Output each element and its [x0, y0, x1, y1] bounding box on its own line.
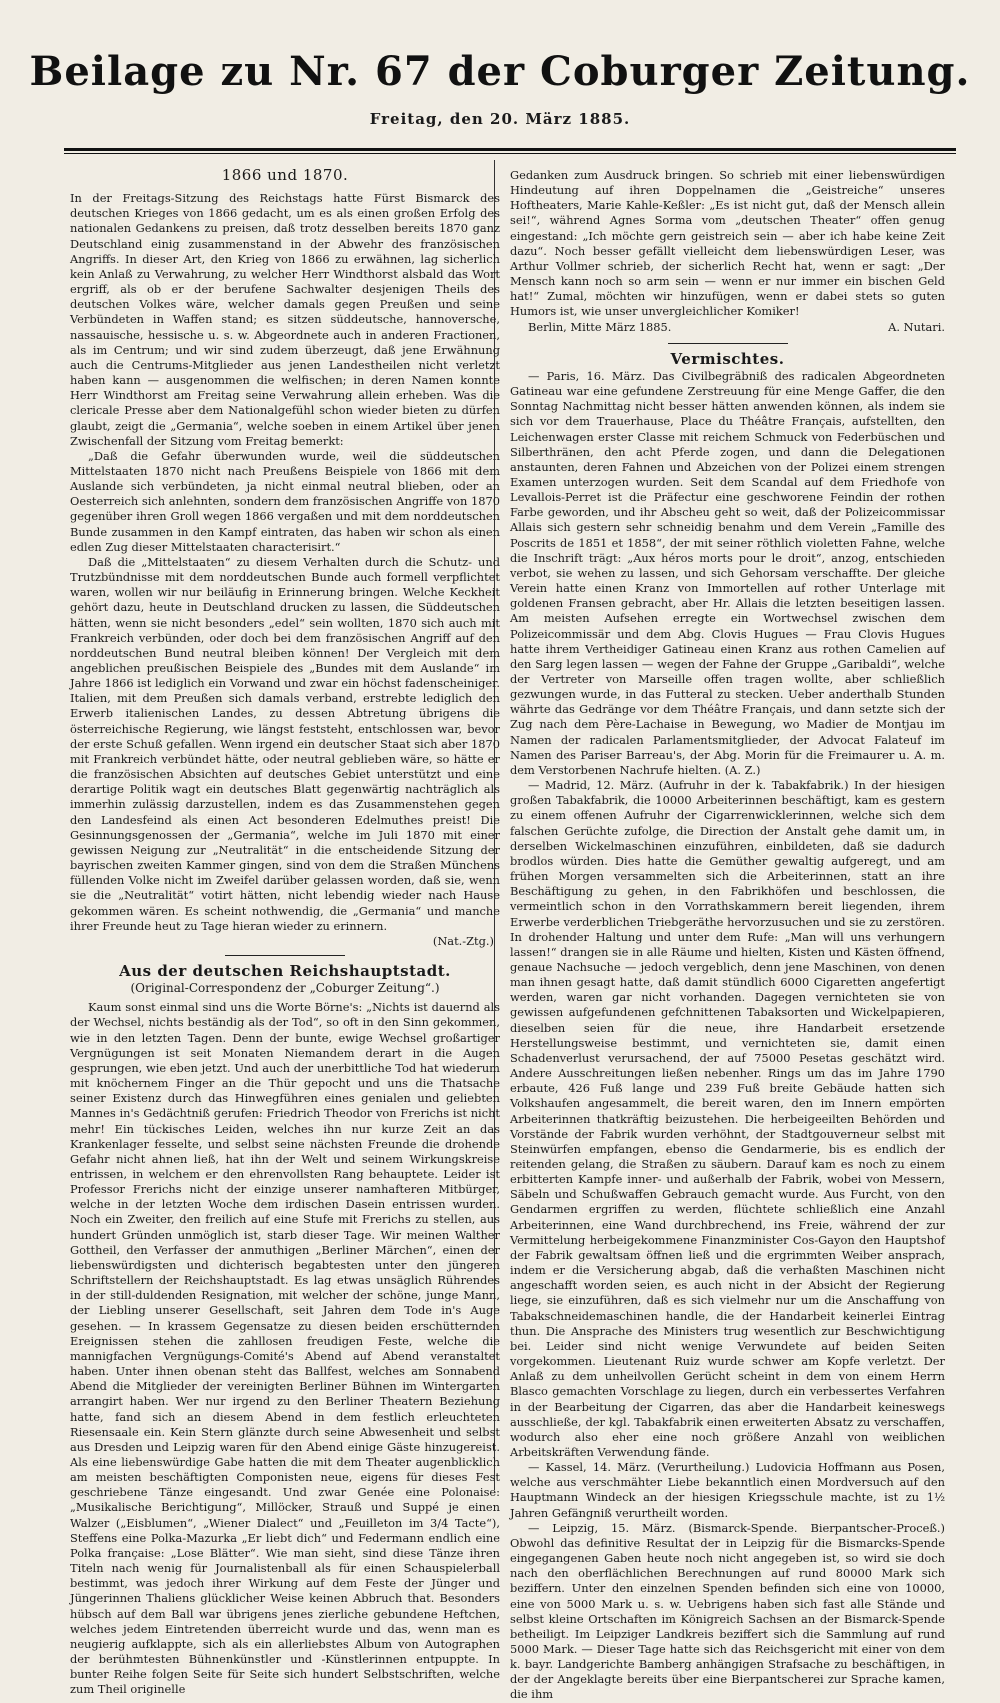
right-column	[510, 168, 945, 1703]
masthead-title: Beilage zu Nr. 67 der Coburger Zeitung.	[29, 48, 971, 95]
article-1866-heading: 1866 und 1870.	[221, 166, 349, 184]
article-berlin-subheading: (Original-Correspondenz der „Coburger Zeitung“.)	[130, 981, 440, 996]
news-item-madrid: — Madrid, 12. März. (Aufruhr in der k. Tabakfabrik.) In der hiesigen großen Tabakfabrik, die 10000 Arbeiterinnen beschäftigt, kam es gestern zu einem offenen Aufruhr der Cigarrenwicklerinnen, welche sich dem falschen Gerüchte zufolge, die Direction der Anstalt gehe damit um, in derselben Wickelmaschinen einzuführen, einbildeten, daß sie dadurch brodlos würden. Dies hatte die Gemüther gewaltig aufgeregt, und am frühen Morgen versammelten sich die Arbeiterinnen, statt an ihre Beschäftigung zu gehen, in den Fabrikhöfen und beschlossen, die vermeintlich schon in den Vorrathskammern bereit liegenden, ihrem Erwerbe verderblichen Triebgeräthe hervorzusuchen und sie zu zerstören. In drohender Haltung und unter dem Rufe: „Man will uns verhungern lassen!“ drangen sie in alle Räume und hielten, Kisten und Kästen öffnend, genaue Nachsuche — jedoch vergeblich, denn jene Maschinen, von denen man ihnen gesagt hatte, daß damit stündlich 6000 Cigaretten angefertigt werden, waren gar nicht vorhanden. Dagegen vernichteten sie von gewissen aufgefundenen gefchnittenen Tabaksorten und Wickelpapieren, dieselben seien für die neue, ihre Handarbeit ersetzende Herstellungsweise bestimmt, und vernichteten sie, damit einen Schadenverlust verursachend, der auf 75000 Pesetas geschätzt wird. Andere Ausschreitungen ließen nebenher. Rings um das im Jahre 1790 erbaute, 426 Fuß lange und 239 Fuß breite Gebäude hatten sich Volkshaufen angesammelt, die bereit waren, den im Innern empörten Arbeiterinnen thatkräftig beizustehen. Die herbeigeeilten Behörden und Vorstände der Fabrik wurden verhöhnt, der Stadtgouverneur selbst mit Steinwürfen empfangen, ebenso die Gendarmerie, bis es endlich der reitenden gelang, die Straßen zu säubern. Darauf kam es noch zu einem erbitterten Kampfe inner- und außerhalb der Fabrik, wobei von Messern, Säbeln und Schußwaffen Gebrauch gemacht wurde. Aus Furcht, von den Gendarmen ergriffen zu werden, flüchtete schließlich eine Anzahl Arbeiterinnen, eine Wand durchbrechend, ins Freie, während der zur Vermittelung herbeigekommene Finanzminister Cos-Gayon den Hauptshof der Fabrik gewaltsam öffnen ließ und die ergrimmten Weiber ansprach, indem er die Versicherung abgab, daß die verhaßten Maschinen nicht angeschafft worden seien, es auch nicht in der Absicht der Regierung liege, sie einzuführen, daß es sich vielmehr nur um die Anschaffung von Tabakschneidemaschinen handle, die der Handarbeit keinerlei Eintrag thun. Die Ansprache des Ministers trug wesentlich zur Beschwichtigung bei. Leider sind nicht wenige Verwundete auf beiden Seiten vorgekommen. Lieutenant Ruiz wurde schwer am Kopfe verletzt. Der Anlaß zu dem unheilvollen Gerücht scheint in dem von einem Herrn Blasco gemachten Vorschlage zu liegen, durch ein verbessertes Verfahren in der Bearbeitung der Cigarren, das aber die Handarbeit keineswegs ausschließe, der kgl. Tabakfabrik einen erweiterten Absatz zu verschaffen, wodurch also eher eine noch größere Anzahl von weiblichen Arbeitskräften Verwendung fände.	[510, 778, 945, 1459]
news-item-paris: — Paris, 16. März. Das Civilbegräbniß des radicalen Abgeordneten Gatineau war eine gefundene Zerstreuung für eine Menge Gaffer, die den Sonntag Nachmittag nicht besser hätten anwenden können, als indem sie sich vor dem Trauerhause, Place du Théâtre Français, aufstellten, den Leichenwagen erster Classe mit reichem Schmuck von Federbüschen und Silberthränen, den acht Pferde zogen, und dann die Delegationen anstaunten, deren Fahnen und Abzeichen von der Polizei einem strengen Examen unterzogen wurden. Seit dem Scandal auf dem Friedhofe von Levallois-Perret ist die Präfectur eine geschworene Feindin der rothen Farbe geworden, und ihr Abscheu geht so weit, daß der Polizeicommissar Allais sich gestern sehr schneidig benahm und dem Verein „Famille des Poscrits de 1851 et 1858“, der mit seiner röthlich violetten Fahne, welche die Inschrift trägt: „Aux héros morts pour le droit“, anzog, entschieden verbot, sie wehen zu lassen, und sich Gehorsam verschaffte. Der gleiche Verein hatte einen Kranz von Immortellen auf rother Unterlage mit goldenen Fransen gebracht, aber Hr. Allais die letzten beseitigen lassen. Am meisten Aufsehen erregte ein Wortwechsel zwischen dem Polizeicommissär und dem Abg. Clovis Hugues — Frau Clovis Hugues hatte ihrem Vertheidiger Gatineau einen Kranz aus rothen Camelien auf den Sarg legen lassen — wegen der Fahne der Gruppe „Garibaldi“, welche der Vertreter von Marseille offen tragen wollte, aber schließlich gezwungen wurde, in das Futteral zu stecken. Ueber anderthalb Stunden währte das Gedränge vor dem Théâtre Français, und dann setzte sich der Zug nach dem Père-Lachaise in Bewegung, wo Madier de Montjau im Namen der radicalen Parlamentsmitglieder, der Advocat Falateuf im Namen des Pariser Barreau's, der Abg. Morin für die Freimaurer u. A. m. dem Verstorbenen Nachrufe hielten. (A. Z.)	[510, 368, 945, 777]
masthead-rule	[64, 148, 956, 151]
section-rule	[225, 955, 345, 956]
article-1866-quote: „Daß die Gefahr überwunden wurde, weil die süddeutschen Mittelstaaten 1870 nicht nach Preußens Beispiele von 1866 mit dem Auslande sich verbündeten, ja nicht einmal neutral blieben, oder an Oesterreich sich anlehnten, sondern dem französischen Angriffe von 1870 gegenüber ihren Groll wegen 1866 vergaßen und mit dem norddeutschen Bunde zusammen in den Kampf eintraten, das haben wir schon als einen edlen Zug dieser Mittelstaaten characterisirt.“	[70, 448, 500, 554]
article-berlin-paragraph: Kaum sonst einmal sind uns die Worte Börne's: „Nichts ist dauernd als der Wechsel, nichts beständig als der Tod“, so oft in den Sinn gekommen, wie in den letzten Tagen. Denn der bunte, ewige Wechsel großartiger Vergnügungen ist seit Monaten Niemandem derart in die Augen gesprungen, wie eben jetzt. Und auch der unerbittliche Tod hat wiederum mit knöchernem Finger an die Thür gepocht und uns die Thatsache seiner Existenz durch das Hinwegführen eines genialen und geliebten Mannes in's Gedächtniß gerufen: Friedrich Theodor von Frerichs ist nicht mehr! Ein tückisches Leiden, welches ihn nur kurze Zeit an das Krankenlager fesselte, und selbst seine nächsten Freunde die drohende Gefahr nicht ahnen ließ, hat ihn der Welt und seinem Wirkungskreise entrissen, in welchem er den ehrenvollsten Rang behauptete. Leider ist Professor Frerichs nicht der einzige unserer namhafteren Mitbürger, welche in der letzten Woche dem irdischen Dasein entrissen wurden. Noch ein Zweiter, den freilich auf eine Stufe mit Frerichs zu stellen, aus hundert Gründen unmöglich ist, starb dieser Tage. Wir meinen Walther Gottheil, den Verfasser der anmuthigen „Berliner Märchen“, einen der liebenswürdigsten und dichterisch begabtesten unter den jüngeren Schriftstellern der Reichshauptstadt. Es lag etwas unsäglich Rührendes in der still-duldenden Resignation, mit welcher der schöne, junge Mann, der Liebling unserer Gesellschaft, seit Jahren dem Tode in's Auge gesehen. — In krassem Gegensatze zu diesen beiden erschütternden Ereignissen stehen die zahllosen freudigen Feste, welche die mannigfachen Vergnügungs-Comité's Abend auf Abend veranstaltet haben. Unter ihnen obenan steht das Ballfest, welches am Sonnabend Abend die Mitglieder der vereinigten Berliner Bühnen im Wintergarten arrangirt haben. Wer nur irgend zu den Berliner Theatern Beziehung hatte, fand sich an diesem Abend in dem festlich erleuchteten Riesensaale ein. Kein Stern glänzte durch seine Abwesenheit und selbst aus Dresden und Leipzig waren für den Abend einige Gäste hinzugereist. Als eine liebenswürdige Gabe hatten die mit dem Theater augenblicklich am meisten beschäftigten Componisten neue, eigens für dieses Fest geschriebene Tänze eingesandt. Und zwar Genée eine Polonaise: „Musikalische Berichtigung“, Millöcker, Strauß und Suppé je einen Walzer („Eisblumen“, „Wiener Dialect“ und „Feuilleton im 3/4 Tacte“), Steffens eine Polka-Mazurka „Er liebt dich“ und Federmann endlich eine Polka française: „Lose Blätter“. Wie man sieht, sind diese Tänze ihren Titeln nach wenig für Journalistenball als für einen Schauspielerball bestimmt, was jedoch ihrer Wirkung auf dem Feste der Jünger und Jüngerinnen Thaliens glücklicher Weise keinen Abbruch that. Besonders hübsch auf dem Ball war übrigens jenes zierliche gebundene Heftchen, welches jedem Eintretenden überreicht wurde und das, wenn man es neugierig aufklappte, sich als ein allerliebstes Album von Autographen der berühmtesten Bühnenkünstler und -Künstlerinnen entpuppte. In bunter Reihe folgen Seite für Seite sich hundert Selbstschriften, welche zum Theil originelle	[70, 1000, 500, 1697]
vermischtes-heading: Vermischtes.	[670, 349, 785, 368]
section-rule	[668, 343, 788, 344]
masthead-date: Freitag, den 20. März 1885.	[369, 110, 631, 128]
article-1866-source: (Nat.-Ztg.)	[432, 933, 494, 948]
article-berlin-heading: Aus der deutschen Reichshauptstadt.	[119, 961, 451, 980]
signature-author: A. Nutari.	[888, 319, 945, 334]
article-berlin-continuation: Gedanken zum Ausdruck bringen. So schrieb mit einer liebenswürdigen Hindeutung auf ihren Doppelnamen die „Geistreiche“ unseres Hoftheaters, Marie Kahle-Keßler: „Es ist nicht gut, daß der Mensch allein sei!“, während Agnes Sorma vom „deutschen Theater“ offen genug eingestand: „Ich möchte gern geistreich sein — aber ich habe keine Zeit dazu“. Noch besser gefällt vielleicht dem liebenswürdigen Leser, was Arthur Vollmer schrieb, der sicherlich Recht hat, wenn er sagt: „Der Mensch kann noch so arm sein — wenn er nur immer ein bischen Geld hat!“ Zumal, möchten wir hinzufügen, wenn er dabei stets so guten Humors ist, wie unser unvergleichlicher Komiker!	[510, 168, 945, 319]
article-1866-paragraph: In der Freitags-Sitzung des Reichstags hatte Fürst Bismarck des deutschen Krieges von 1866 gedacht, um es als einen großen Erfolg des nationalen Gedankens zu preisen, daß trotz desselben bereits 1870 ganz Deutschland einig zusammenstand in der Abwehr des französischen Angriffs. In dieser Art, den Krieg von 1866 zu erwähnen, lag sicherlich kein Anlaß zu Verwahrung, zu welcher Herr Windthorst alsbald das Wort ergriff, als ob er der berufene Sachwalter desjenigen Theils des deutschen Volkes wäre, welcher damals gegen Preußen und seine Verbündeten in Waffen stand; es sitzen süddeutsche, hannoversche, nassauische, hessische u. s. w. Abgeordnete auch in anderen Fractionen, als im Centrum; und wir sind zudem überzeugt, daß jene Erwähnung auch die Centrums-Mitglieder aus jenen Landestheilen nicht verletzt haben kann — ausgenommen die welfischen; in deren Namen konnte Herr Windthorst am Freitag seine Verwahrung allein erheben. Was die clericale Presse aber dem Nationalgefühl schon wieder bieten zu dürfen glaubt, zeigt die „Germania“, welche soeben in einem Artikel über jenen Zwischenfall der Sitzung vom Freitag bemerkt:	[70, 191, 500, 448]
article-berlin-signature	[510, 320, 945, 335]
news-item-leipzig: — Leipzig, 15. März. (Bismarck-Spende. Bierpantscher-Proceß.) Obwohl das definitive Resultat der in Leipzig für die Bismarcks-Spende eingegangenen Gaben heute noch nicht angegeben ist, so wird sie doch nach den oberflächlichen Berechnungen auf rund 80000 Mark sich beziffern. Unter den einzelnen Spenden befinden sich eine von 10000, eine von 5000 Mark u. s. w. Uebrigens haben sich fast alle Stände und selbst kleine Ortschaften im Königreich Sachsen an der Bismarck-Spende betheiligt. Im Leipziger Landkreis beziffert sich die Sammlung auf rund 5000 Mark. — Dieser Tage hatte sich das Reichsgericht mit einer von dem k. bayr. Landgerichte Bamberg anhängigen Strafsache zu beschäftigen, in der der Angeklagte bereits über eine Bierpantscherei zur Sprache kamen, die ihm	[510, 1520, 945, 1702]
signature-place-date: Berlin, Mitte März 1885.	[528, 319, 672, 334]
news-item-kassel: — Kassel, 14. März. (Verurtheilung.) Ludovicia Hoffmann aus Posen, welche aus verschmähter Liebe bekanntlich einen Mordversuch auf den Hauptmann Windeck an der hiesigen Kriegsschule machte, ist zu 1½ Jahren Gefängniß verurtheilt worden.	[510, 1460, 945, 1520]
article-1866-paragraph: Daß die „Mittelstaaten“ zu diesem Verhalten durch die Schutz- und Trutzbündnisse mit dem norddeutschen Bunde auch formell verpflichtet waren, wollen wir nur beiläufig in Erinnerung bringen. Welche Keckheit gehört dazu, heute in Deutschland drucken zu lassen, die Süddeutschen hätten, wenn sie nicht besonders „edel“ sein wollten, 1870 sich auch mit Frankreich verbünden, oder doch bei dem französischen Angriff auf den norddeutschen Bund neutral bleiben können! Der Vergleich mit dem angeblichen preußischen Beispiele des „Bundes mit dem Auslande“ im Jahre 1866 ist lediglich ein Vorwand und zwar ein höchst fadenscheiniger. Italien, mit dem Preußen sich damals verband, erstrebte lediglich den Erwerb italienischen Landes, zu dessen Abtretung übrigens die österreichische Regierung, wie längst feststeht, entschlossen war, bevor der erste Schuß gefallen. Wenn irgend ein deutscher Staat sich aber 1870 mit Frankreich verbündet hätte, oder neutral geblieben wäre, so hätte er die französischen Absichten auf deutsches Gebiet unterstützt und eine derartige Politik wagt ein deutsches Blatt gegenwärtig nachträglich als immerhin zulässig darzustellen, indem es das Zusammenstehen gegen den Landesfeind als einen Act besonderen Edelmuthes preist! Die Gesinnungsgenossen der „Germania“, welche im Juli 1870 mit einer gewissen Neigung zur „Neutralität“ in die entscheidende Sitzung der bayrischen zweiten Kammer gingen, sind von dem die Straßen Münchens füllenden Volke nicht im Zweifel darüber gelassen worden, daß sie, wenn sie die „Neutralität“ votirt hätten, nicht lebendig wieder nach Hause gekommen wären. Es scheint nothwendig, die „Germania“ und manche ihrer Freunde heut zu Tage hieran wieder zu erinnern.	[70, 554, 500, 933]
left-column	[70, 168, 500, 1697]
masthead-rule-thin	[64, 153, 956, 154]
